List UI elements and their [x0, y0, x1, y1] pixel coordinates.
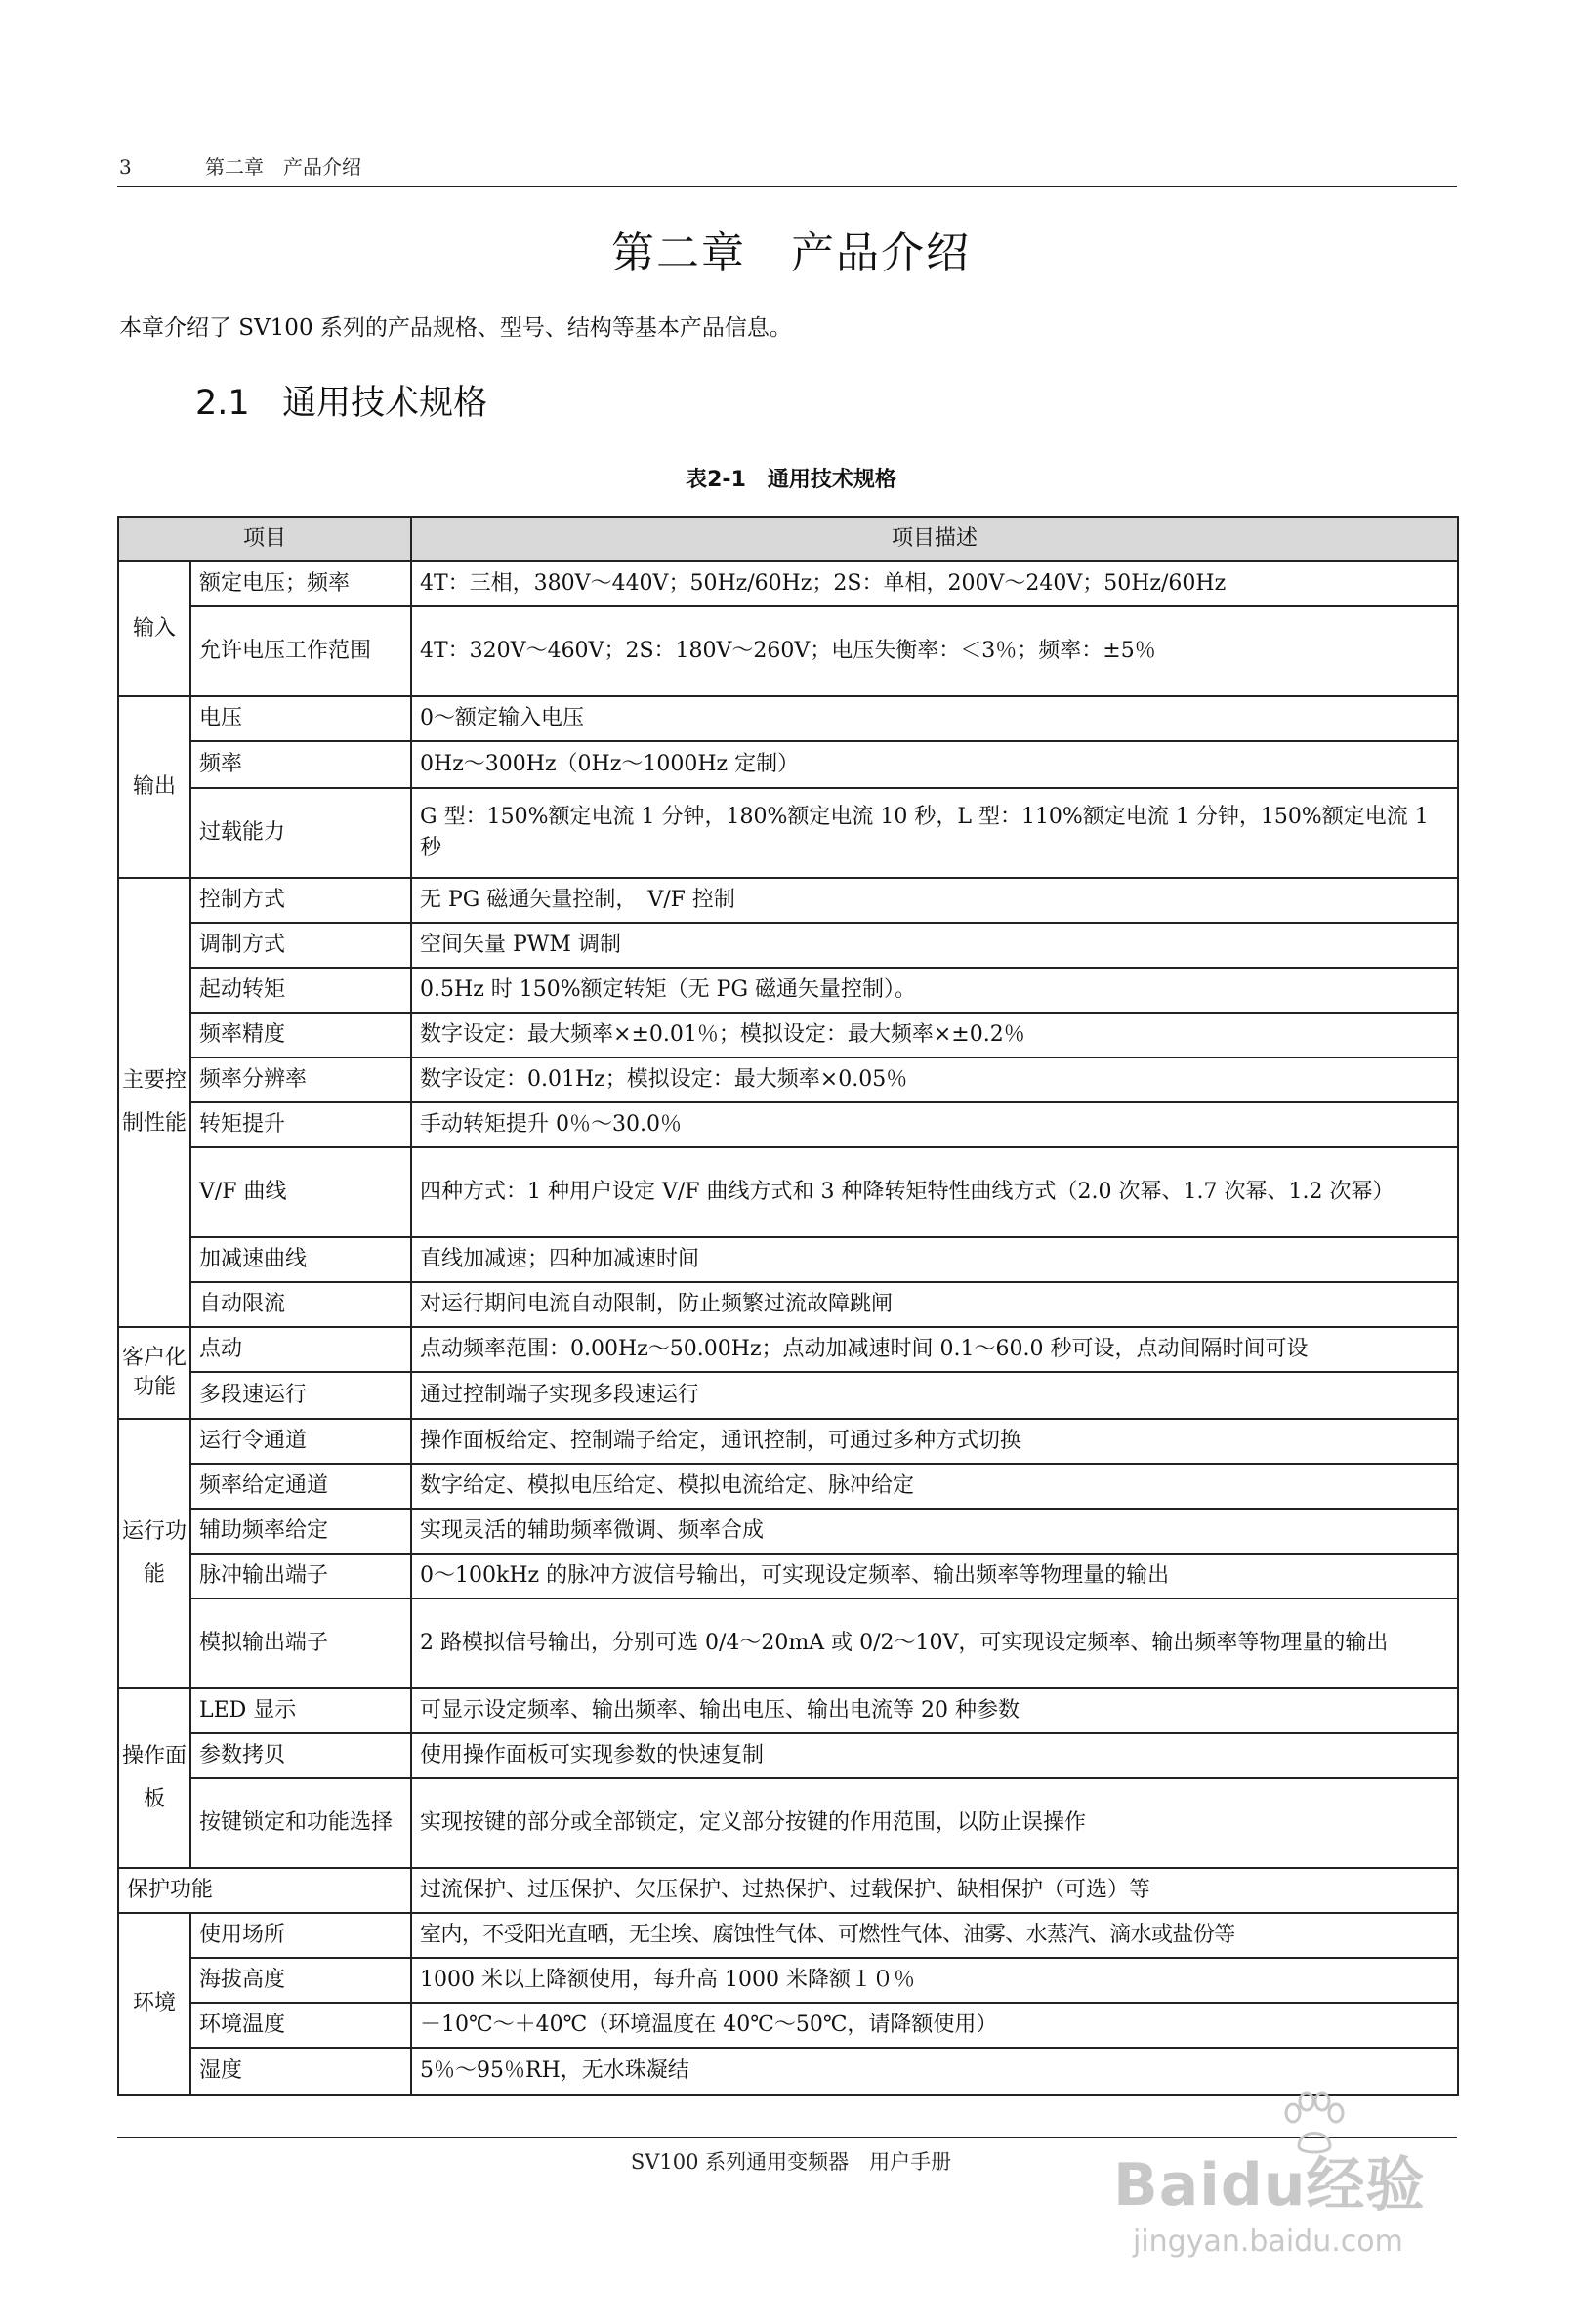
- item-desc: 0～额定输入电压: [411, 696, 1458, 741]
- table-row: [118, 1509, 1458, 1554]
- item-label: 频率精度: [190, 1013, 411, 1058]
- table-row: [118, 1688, 1458, 1733]
- item-label: 加减速曲线: [190, 1237, 411, 1282]
- running-chapter: 第二章 产品介绍: [205, 155, 361, 179]
- item-desc: 数字设定：最大频率×±0.01％；模拟设定：最大频率×±0.2％: [411, 1013, 1458, 1058]
- item-label: 参数拷贝: [190, 1733, 411, 1778]
- watermark-url: jingyan.baidu.com: [1133, 2224, 1403, 2259]
- item-label: 转矩提升: [190, 1102, 411, 1147]
- item-label: 自动限流: [190, 1282, 411, 1327]
- chapter-title: 第二章 产品介绍: [611, 228, 971, 278]
- group-run: 运行功能: [118, 1419, 190, 1688]
- table-row: [118, 1058, 1458, 1102]
- item-desc: 四种方式：1 种用户设定 V/F 曲线方式和 3 种降转矩特性曲线方式（2.0 次幂、1.7 次幂、1.2 次幂）: [411, 1147, 1458, 1237]
- table-row: [118, 1464, 1458, 1509]
- header-description: 项目描述: [411, 517, 1458, 561]
- group-panel: 操作面板: [118, 1688, 190, 1868]
- baidu-watermark: [1103, 2080, 1494, 2275]
- item-desc: 操作面板给定、控制端子给定，通讯控制，可通过多种方式切换: [411, 1419, 1458, 1464]
- table-caption: 表2-1 通用技术规格: [686, 468, 896, 492]
- item-desc: 0～100kHz 的脉冲方波信号输出，可实现设定频率、输出频率等物理量的输出: [411, 1554, 1458, 1598]
- item-label: 频率分辨率: [190, 1058, 411, 1102]
- item-label: 起动转矩: [190, 968, 411, 1013]
- item-label: 脉冲输出端子: [190, 1554, 411, 1598]
- intro-paragraph: 本章介绍了 SV100 系列的产品规格、型号、结构等基本产品信息。: [119, 315, 792, 341]
- table-row: [118, 968, 1458, 1013]
- item-desc: 手动转矩提升 0％～30.0％: [411, 1102, 1458, 1147]
- item-label: 控制方式: [190, 878, 411, 923]
- table-row: [118, 1147, 1458, 1237]
- running-header: [119, 152, 1455, 182]
- group-custom: 客户化功能: [118, 1327, 190, 1419]
- item-desc: 0.5Hz 时 150%额定转矩（无 PG 磁通矢量控制）。: [411, 968, 1458, 1013]
- group-input: 输入: [118, 561, 190, 696]
- item-desc: 数字设定：0.01Hz；模拟设定：最大频率×0.05％: [411, 1058, 1458, 1102]
- group-protection: 保护功能: [118, 1868, 411, 1913]
- table-row: [118, 1733, 1458, 1778]
- table-row: [118, 923, 1458, 968]
- item-label: 按键锁定和功能选择: [190, 1778, 411, 1868]
- item-label: 额定电压；频率: [190, 561, 411, 606]
- item-desc: G 型：150%额定电流 1 分钟，180%额定电流 10 秒，L 型：110%额定电流 1 分钟，150%额定电流 1 秒: [411, 788, 1458, 878]
- item-desc: 空间矢量 PWM 调制: [411, 923, 1458, 968]
- item-desc: 点动频率范围：0.00Hz～50.00Hz；点动加减速时间 0.1～60.0 秒可设，点动间隔时间可设: [411, 1327, 1458, 1372]
- item-label: LED 显示: [190, 1688, 411, 1733]
- item-desc: 2 路模拟信号输出，分别可选 0/4～20mA 或 0/2～10V，可实现设定频率、输出频率等物理量的输出: [411, 1598, 1458, 1688]
- item-desc: 直线加减速；四种加减速时间: [411, 1237, 1458, 1282]
- table-row: [118, 1554, 1458, 1598]
- item-label: 海拔高度: [190, 1958, 411, 2003]
- group-environment: 环境: [118, 1913, 190, 2095]
- item-desc: －10℃～＋40℃（环境温度在 40℃～50℃，请降额使用）: [411, 2003, 1458, 2048]
- item-label: 环境温度: [190, 2003, 411, 2048]
- table-row: [118, 696, 1458, 741]
- section-title: 通用技术规格: [282, 384, 488, 423]
- header-item: 项目: [118, 517, 411, 561]
- item-desc: 对运行期间电流自动限制，防止频繁过流故障跳闸: [411, 1282, 1458, 1327]
- table-row: [118, 1868, 1458, 1913]
- page-number: 3: [119, 155, 132, 179]
- table-row: [118, 606, 1458, 696]
- item-desc: 实现按键的部分或全部锁定，定义部分按键的作用范围，以防止误操作: [411, 1778, 1458, 1868]
- table-row: [118, 1372, 1458, 1419]
- item-label: 湿度: [190, 2048, 411, 2095]
- group-output: 输出: [118, 696, 190, 878]
- item-desc: 无 PG 磁通矢量控制， V/F 控制: [411, 878, 1458, 923]
- table-row: [118, 1282, 1458, 1327]
- table-row: [118, 788, 1458, 878]
- table-row: [118, 1958, 1458, 2003]
- item-label: 电压: [190, 696, 411, 741]
- item-desc: 4T：320V～460V；2S：180V～260V；电压失衡率：＜3％；频率：±5％: [411, 606, 1458, 696]
- item-desc: 室内，不受阳光直晒，无尘埃、腐蚀性气体、可燃性气体、油雾、水蒸汽、滴水或盐份等: [411, 1913, 1458, 1958]
- item-label: 点动: [190, 1327, 411, 1372]
- item-desc: 实现灵活的辅助频率微调、频率合成: [411, 1509, 1458, 1554]
- table-row: [118, 1013, 1458, 1058]
- item-label: 频率: [190, 741, 411, 788]
- item-label: 多段速运行: [190, 1372, 411, 1419]
- item-desc: 使用操作面板可实现参数的快速复制: [411, 1733, 1458, 1778]
- item-label: 频率给定通道: [190, 1464, 411, 1509]
- table-row: [118, 1419, 1458, 1464]
- item-desc: 5％～95％RH，无水珠凝结: [411, 2048, 1458, 2095]
- item-desc: 可显示设定频率、输出频率、输出电压、输出电流等 20 种参数: [411, 1688, 1458, 1733]
- item-label: 辅助频率给定: [190, 1509, 411, 1554]
- item-label: V/F 曲线: [190, 1147, 411, 1237]
- item-desc: 过流保护、过压保护、欠压保护、过热保护、过载保护、缺相保护（可选）等: [411, 1868, 1458, 1913]
- table-row: [118, 1102, 1458, 1147]
- item-label: 模拟输出端子: [190, 1598, 411, 1688]
- section-heading: [195, 379, 487, 428]
- item-label: 使用场所: [190, 1913, 411, 1958]
- watermark-main: Baidu经验: [1113, 2151, 1426, 2220]
- item-label: 过载能力: [190, 788, 411, 878]
- item-desc: 通过控制端子实现多段速运行: [411, 1372, 1458, 1419]
- item-label: 允许电压工作范围: [190, 606, 411, 696]
- item-label: 运行令通道: [190, 1419, 411, 1464]
- item-desc: 0Hz～300Hz（0Hz～1000Hz 定制）: [411, 741, 1458, 788]
- table-row: [118, 1237, 1458, 1282]
- table-row: [118, 741, 1458, 788]
- item-desc: 数字给定、模拟电压给定、模拟电流给定、脉冲给定: [411, 1464, 1458, 1509]
- group-control: 主要控制性能: [118, 878, 190, 1327]
- section-number: 2.1: [195, 384, 250, 423]
- item-desc: 4T：三相，380V～440V；50Hz/60Hz；2S：单相，200V～240V；50Hz/60Hz: [411, 561, 1458, 606]
- page-footer: SV100 系列通用变频器 用户手册: [630, 2150, 952, 2174]
- table-row: [118, 561, 1458, 606]
- table-row: [118, 1778, 1458, 1868]
- table-row: [118, 2003, 1458, 2048]
- table-header-row: [118, 517, 1458, 561]
- table-row: [118, 1598, 1458, 1688]
- header-rule: [117, 186, 1457, 187]
- spec-table: [117, 516, 1459, 2096]
- item-desc: 1000 米以上降额使用，每升高 1000 米降额１０％: [411, 1958, 1458, 2003]
- table-row: [118, 878, 1458, 923]
- item-label: 调制方式: [190, 923, 411, 968]
- table-row: [118, 1327, 1458, 1372]
- table-row: [118, 1913, 1458, 1958]
